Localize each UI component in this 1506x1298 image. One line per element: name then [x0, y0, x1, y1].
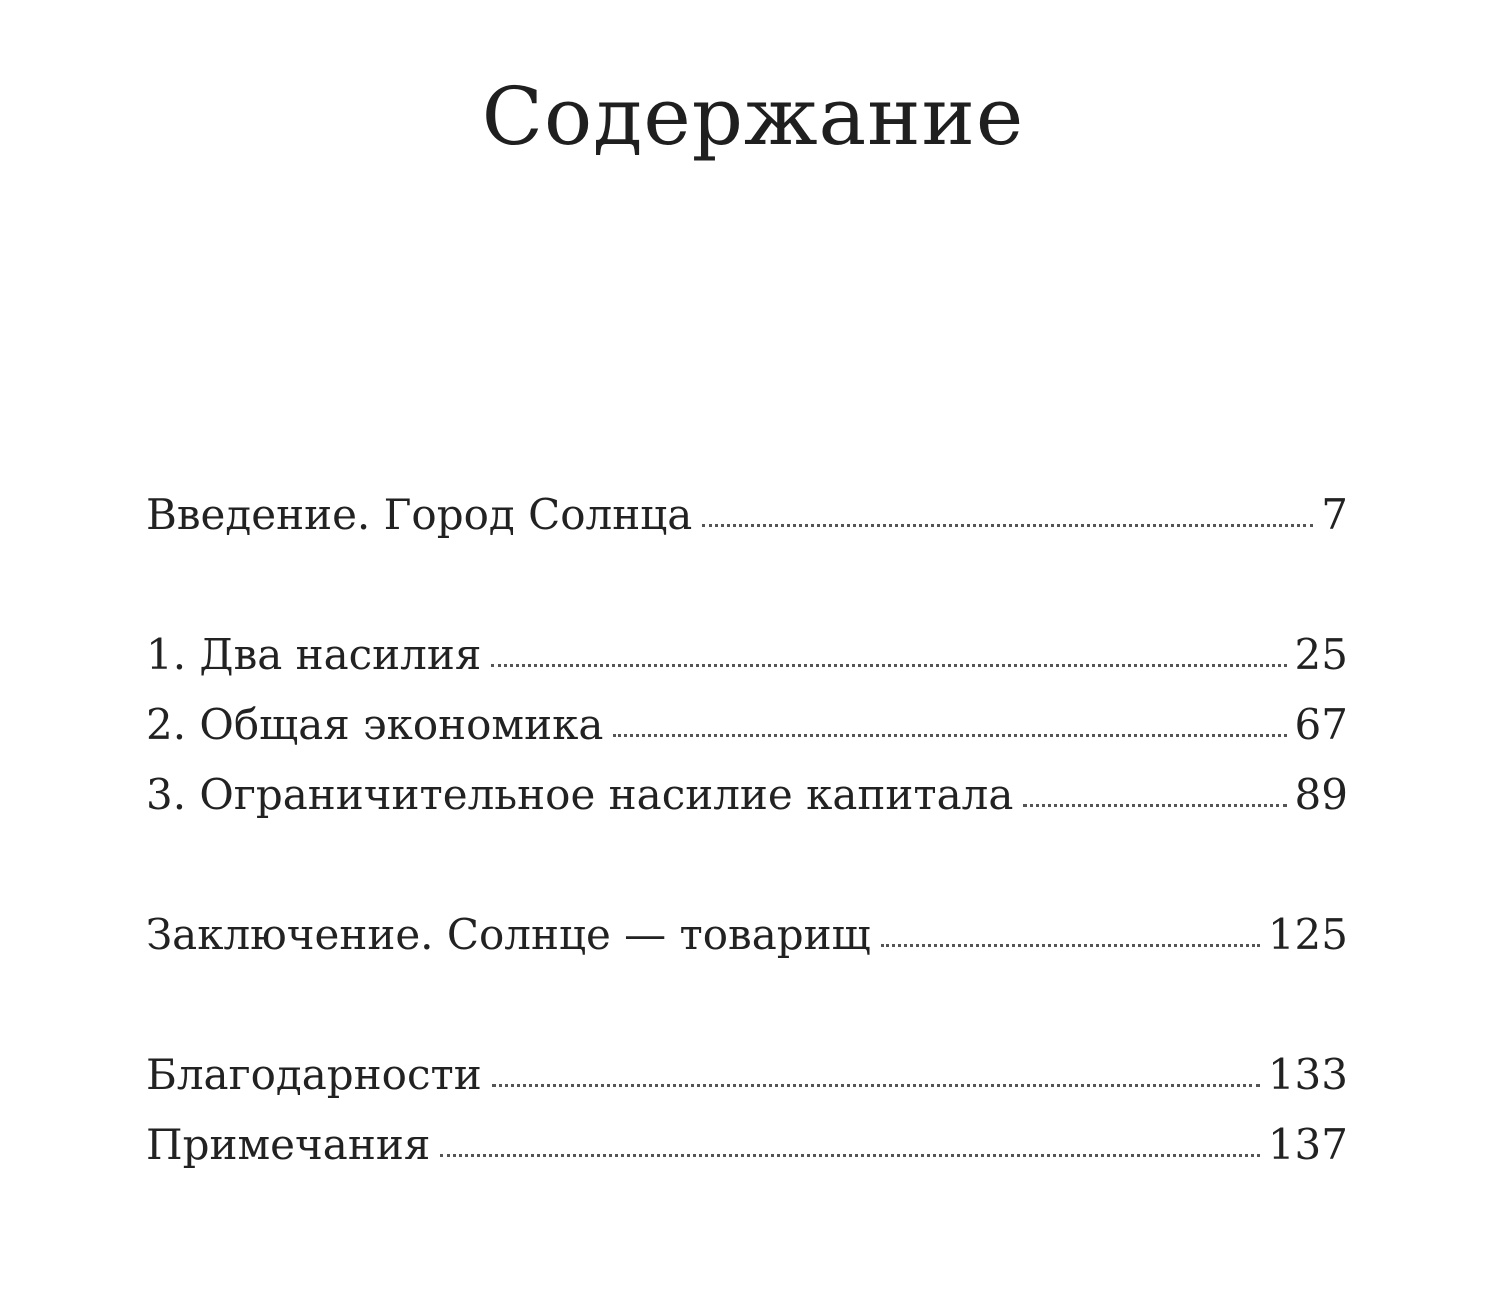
page-title: Содержание	[481, 70, 1025, 163]
toc-entry-label: 1. Два насилия	[146, 630, 482, 679]
dot-leader	[1023, 804, 1286, 807]
dot-leader	[491, 664, 1286, 667]
toc-entry-label: Заключение. Солнце — товарищ	[146, 910, 871, 959]
toc-entry-label: 3. Ограничительное насилие капитала	[146, 770, 1014, 819]
toc-entry-page-number: 125	[1267, 910, 1348, 959]
toc-entry-acknowledgements[interactable]	[146, 1045, 1348, 1105]
dot-leader	[613, 734, 1286, 737]
toc-entry-page-number: 133	[1267, 1050, 1348, 1099]
toc-entry-conclusion[interactable]	[146, 905, 1348, 965]
toc-entry-label: Благодарности	[146, 1050, 482, 1099]
toc-entry-chapter-1[interactable]	[146, 625, 1348, 685]
toc-entry-label: Введение. Город Солнца	[146, 490, 693, 539]
dot-leader	[702, 524, 1313, 527]
toc-entry-page-number: 7	[1321, 490, 1348, 539]
toc-entry-chapter-2[interactable]	[146, 695, 1348, 755]
toc-entry-page-number: 67	[1294, 700, 1348, 749]
toc-entry-label: 2. Общая экономика	[146, 700, 604, 749]
dot-leader	[881, 944, 1260, 947]
toc-entry-page-number: 137	[1267, 1120, 1348, 1169]
dot-leader	[440, 1154, 1260, 1157]
dot-leader	[492, 1084, 1260, 1087]
toc-entry-page-number: 89	[1294, 770, 1348, 819]
toc-entry-chapter-3[interactable]	[146, 765, 1348, 825]
toc-entry-page-number: 25	[1294, 630, 1348, 679]
toc-entry-introduction[interactable]	[146, 485, 1348, 545]
toc-entry-notes[interactable]	[146, 1115, 1348, 1175]
toc-entry-label: Примечания	[146, 1120, 431, 1169]
